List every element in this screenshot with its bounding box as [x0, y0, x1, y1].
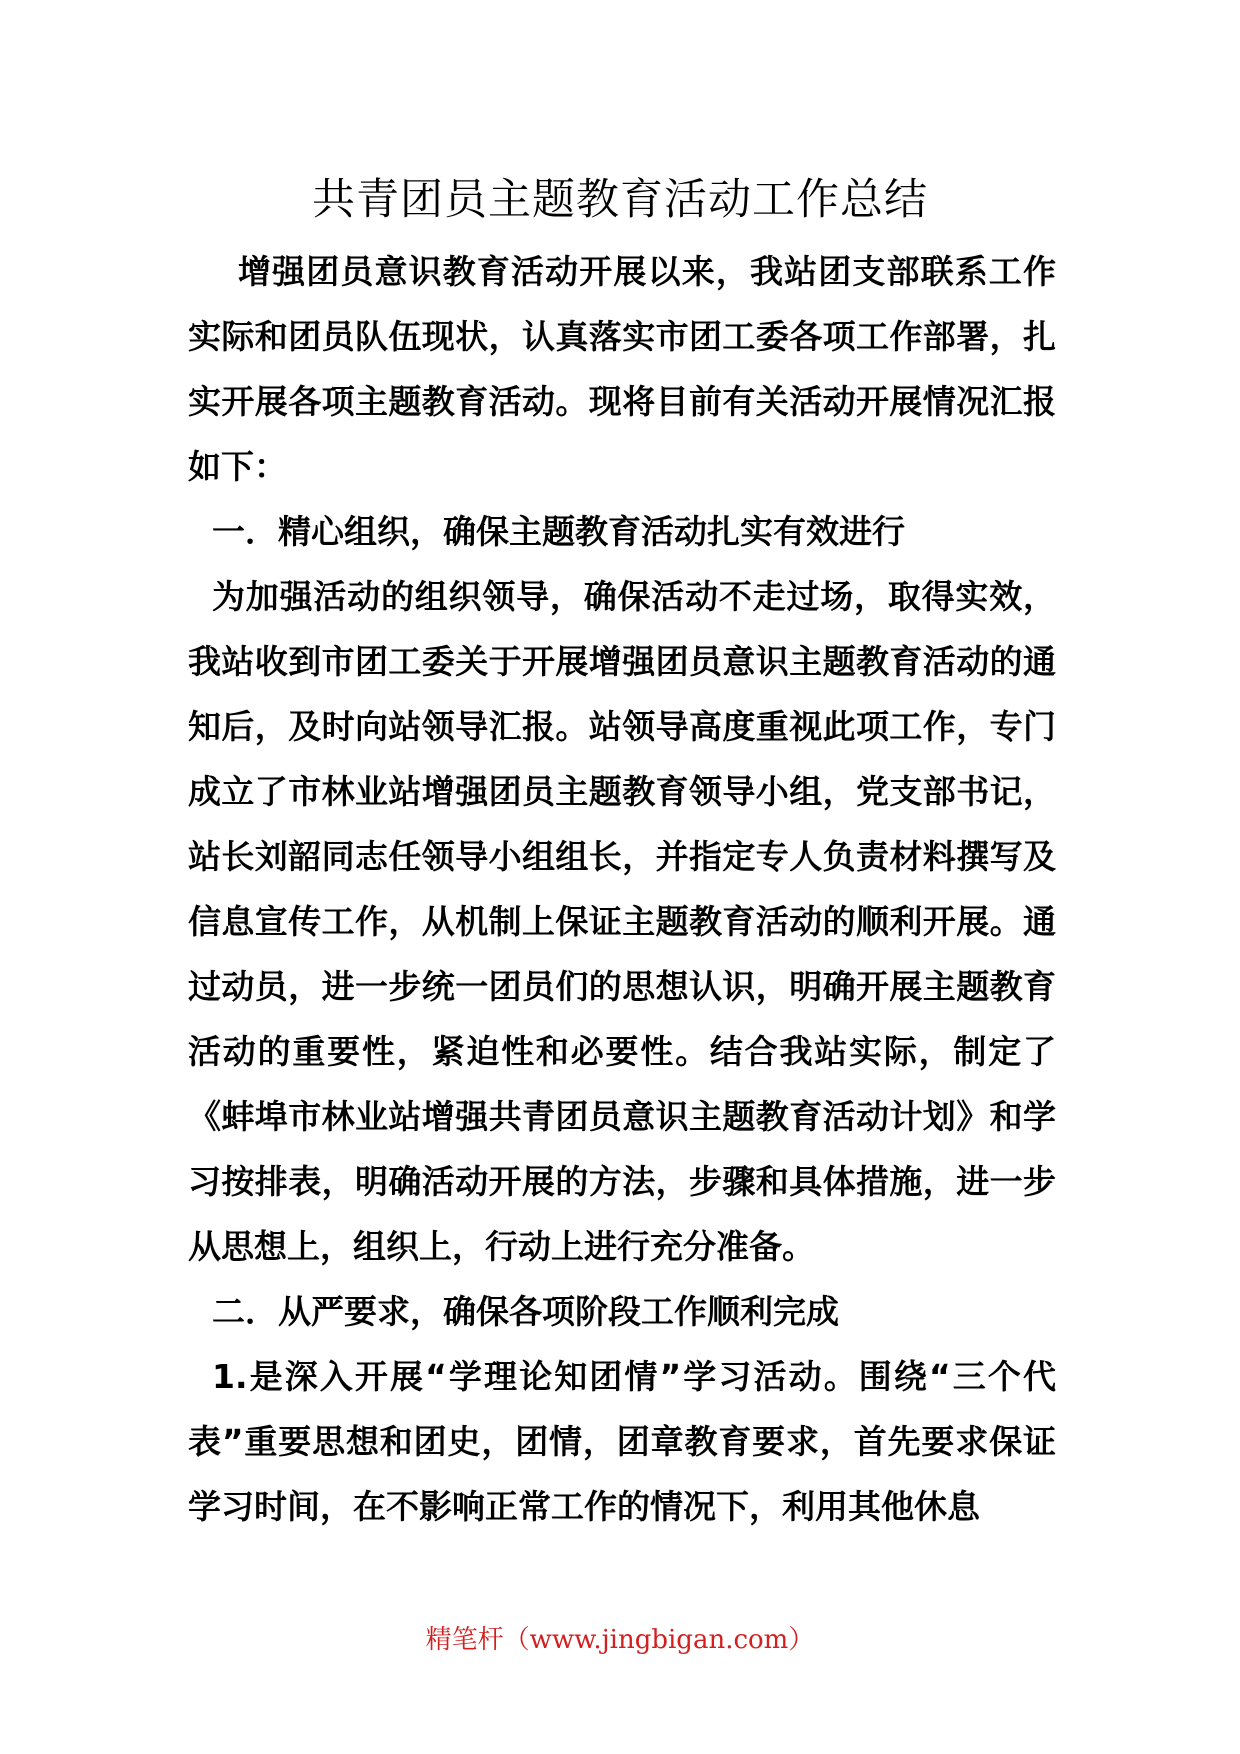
document-title: 共青团员主题教育活动工作总结 — [312, 175, 928, 225]
section-heading-2: 二．从严要求，确保各项阶段工作顺利完成 — [212, 1292, 839, 1331]
section-1-paragraph: 为加强活动的组织领导，确保活动不走过场，取得实效，我站收到市团工委关于开展增强团员意识主题教育活动的通知后，及时向站领导汇报。站领导高度重视此项工作，专门成立了市林业站增强团员主题教育领导小组，党支部书记，站长刘韶同志任领导小组组长，并指定专人负责材料撰写及信息宣传工作，从机制上保证主题教育活动的顺利开展。通过动员，进一步统一团员们的思想认识，明确开展主题教育活动的重要性，紧迫性和必要性。结合我站实际，制定了《蚌埠市林业站增强共青团员意识主题教育活动计划》和学习按排表，明确活动开展的方法，步骤和具体措施，进一步从思想上，组织上，行动上进行充分准备。 — [188, 577, 1056, 1266]
intro-paragraph: 增强团员意识教育活动开展以来，我站团支部联系工作实际和团员队伍现状，认真落实市团工委各项工作部署，扎实开展各项主题教育活动。现将目前有关活动开展情况汇报如下： — [188, 252, 1056, 486]
section-heading-1: 一．精心组织，确保主题教育活动扎实有效进行 — [212, 512, 905, 551]
section-2-paragraph: 1.是深入开展“学理论知团情”学习活动。围绕“三个代表”重要思想和团史，团情，团章教育要求，首先要求保证学习时间，在不影响正常工作的情况下，利用其他休息 — [188, 1357, 1056, 1526]
footer-watermark: 精笔杆（www.jingbigan.com） — [425, 1625, 815, 1655]
document-body — [188, 239, 1056, 1539]
